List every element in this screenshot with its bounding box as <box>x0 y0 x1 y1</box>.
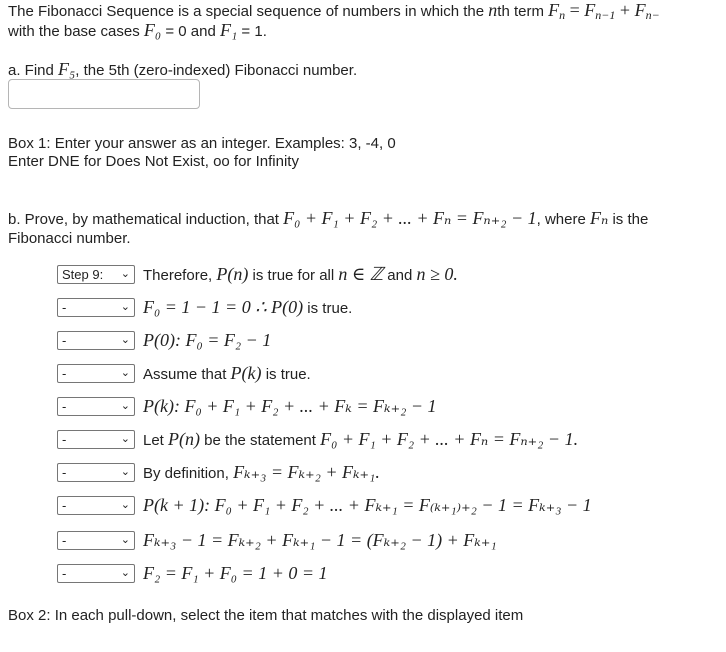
step-select[interactable] <box>57 496 135 515</box>
select-value: - <box>62 498 67 513</box>
math-F0: F₀ <box>143 20 162 40</box>
box2-instructions: Box 2: In each pull-down, select the item that matches with the displayed item <box>8 607 524 624</box>
row-text: is true. <box>261 366 311 383</box>
row-math: n ∈ ℤ <box>338 264 384 284</box>
row-math: n ≥ 0. <box>416 264 458 284</box>
step-select[interactable] <box>57 364 135 383</box>
eq-sign: = <box>565 0 585 20</box>
chevron-down-icon: ⌄ <box>120 466 130 478</box>
row-text: be the statement <box>200 432 321 449</box>
step-select[interactable] <box>57 531 135 550</box>
select-value: - <box>62 533 67 548</box>
box1-instructions: Box 1: Enter your answer as an integer. Examples: 3, -4, 0 <box>8 135 396 152</box>
proof-row-text <box>143 495 592 517</box>
select-value: - <box>62 399 67 414</box>
proof-row-text <box>143 429 578 451</box>
intro-line-2 <box>8 20 267 42</box>
box1-hint: Enter DNE for Does Not Exist, oo for Infinity <box>8 153 299 170</box>
chevron-down-icon: ⌄ <box>120 567 130 579</box>
var-F: F <box>584 0 596 20</box>
math-Fn: Fₙ <box>590 208 609 228</box>
row-text: Let <box>143 432 169 449</box>
row-math: Fₖ₊₃ − 1 = Fₖ₊₂ + Fₖ₊₁ − 1 = (Fₖ₊₂ − 1) + Fₖ₊₁ <box>143 530 497 550</box>
proof-row-text <box>143 462 380 484</box>
question-text: is the <box>608 211 649 228</box>
part-b-question-line-2: Fibonacci number. <box>8 230 131 247</box>
step-select[interactable] <box>57 331 135 350</box>
part-b-question <box>8 208 648 230</box>
row-text: is true for all <box>248 267 339 284</box>
chevron-down-icon: ⌄ <box>120 268 130 280</box>
select-value: - <box>62 366 67 381</box>
question-text: a. Find <box>8 62 59 79</box>
row-math: P(k): F₀ + F₁ + F₂ + ... + Fₖ = Fₖ₊₂ − 1 <box>143 396 437 416</box>
select-value: - <box>62 566 67 581</box>
proof-row-text <box>143 330 271 352</box>
row-text: Therefore, <box>143 267 217 284</box>
select-value: - <box>62 333 67 348</box>
row-math: F₀ = 1 − 1 = 0 ∴ P(0) <box>143 297 304 317</box>
chevron-down-icon: ⌄ <box>120 534 130 546</box>
chevron-down-icon: ⌄ <box>120 301 130 313</box>
select-value: - <box>62 432 67 447</box>
question-text: , where <box>536 211 590 228</box>
select-value: Step 9: <box>62 267 104 282</box>
row-text: is true. <box>303 300 353 317</box>
sub-nm1: n−1 <box>595 8 616 22</box>
chevron-down-icon: ⌄ <box>120 400 130 412</box>
math-F5: F₅ <box>58 59 76 79</box>
sub-n: n <box>559 8 566 22</box>
step-select[interactable] <box>57 463 135 482</box>
step-select[interactable] <box>57 298 135 317</box>
sub-nm2: n− <box>645 8 660 22</box>
row-text: and <box>383 267 417 284</box>
chevron-down-icon: ⌄ <box>120 433 130 445</box>
var-n: n <box>488 0 498 20</box>
proof-row-text <box>143 563 328 585</box>
row-math: P(k) <box>230 363 262 383</box>
intro-text: th term <box>497 3 549 20</box>
step-select[interactable] <box>57 265 135 284</box>
row-text: By definition, <box>143 465 234 482</box>
proof-row-text <box>143 530 497 552</box>
math-sum: F₀ + F₁ + F₂ + ... + Fₙ = Fₙ₊₂ − 1 <box>283 208 537 228</box>
question-text: , the 5th (zero-indexed) Fibonacci number. <box>75 62 358 79</box>
row-math: P(0): F₀ = F₂ − 1 <box>143 330 272 350</box>
intro-text: The Fibonacci Sequence is a special sequence of numbers in which the <box>8 3 489 20</box>
question-text: b. Prove, by mathematical induction, that <box>8 211 284 228</box>
plus-sign: + <box>615 0 635 20</box>
answer-input[interactable] <box>8 79 200 109</box>
part-a-question <box>8 59 357 81</box>
row-math: F₂ = F₁ + F₀ = 1 + 0 = 1 <box>143 563 328 583</box>
chevron-down-icon: ⌄ <box>120 367 130 379</box>
intro-text: = 1. <box>237 23 267 40</box>
step-select[interactable] <box>57 430 135 449</box>
proof-row-text <box>143 264 458 286</box>
row-math: P(n) <box>168 429 201 449</box>
step-select[interactable] <box>57 564 135 583</box>
intro-text: = 0 and <box>161 23 220 40</box>
proof-row-text <box>143 396 436 418</box>
row-text: Assume that <box>143 366 231 383</box>
chevron-down-icon: ⌄ <box>120 499 130 511</box>
row-math: P(k + 1): F₀ + F₁ + F₂ + ... + Fₖ₊₁ = F₍ₖ₊₁₎₊₂ − 1 = Fₖ₊₃ − 1 <box>143 495 592 515</box>
var-F: F <box>634 0 646 20</box>
math-F1: F₁ <box>220 20 238 40</box>
select-value: - <box>62 300 67 315</box>
proof-row-text <box>143 363 311 385</box>
row-math: P(n) <box>216 264 249 284</box>
row-math: Fₖ₊₃ = Fₖ₊₂ + Fₖ₊₁. <box>233 462 380 482</box>
var-F: F <box>548 0 560 20</box>
intro-text: with the base cases <box>8 23 144 40</box>
row-math: F₀ + F₁ + F₂ + ... + Fₙ = Fₙ₊₂ − 1. <box>320 429 579 449</box>
select-value: - <box>62 465 67 480</box>
chevron-down-icon: ⌄ <box>120 334 130 346</box>
step-select[interactable] <box>57 397 135 416</box>
proof-row-text <box>143 297 352 319</box>
